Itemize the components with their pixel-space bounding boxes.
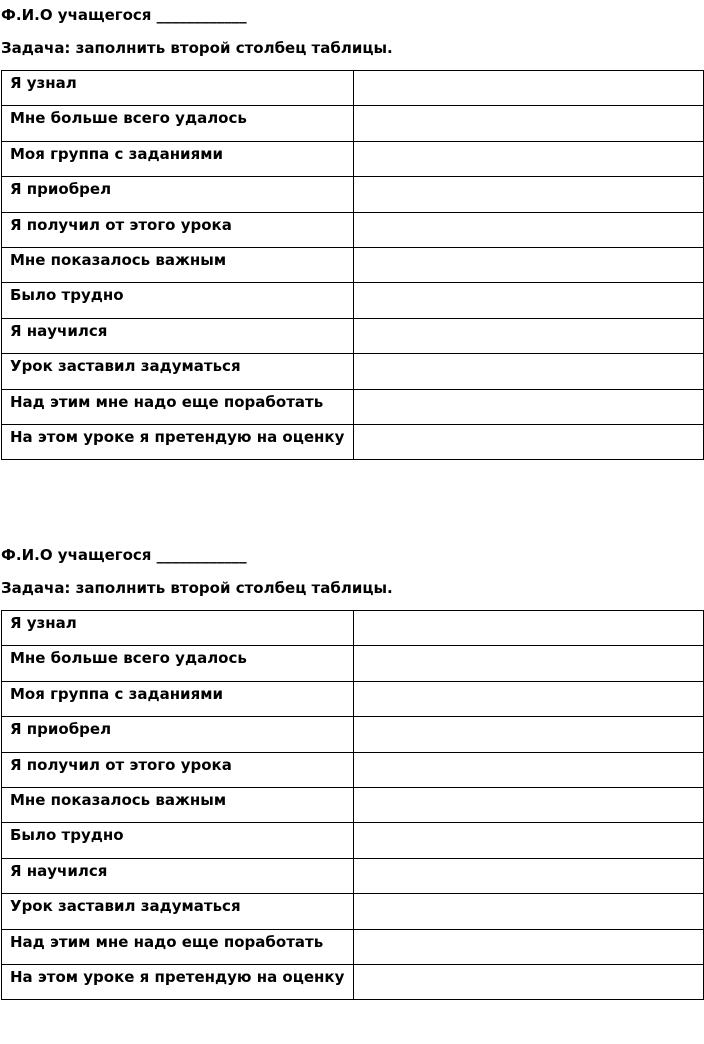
task-instruction: Задача: заполнить второй столбец таблицы.: [1, 579, 393, 597]
answer-cell[interactable]: [354, 894, 704, 929]
table-row: [2, 354, 704, 389]
student-name-line: Ф.И.О учащегося ____________: [1, 6, 247, 24]
answer-cell[interactable]: [354, 646, 704, 681]
row-label: Я узнал: [2, 611, 354, 646]
table-row: [2, 424, 704, 459]
row-label: На этом уроке я претендую на оценку: [2, 424, 354, 459]
answer-cell[interactable]: [354, 177, 704, 212]
row-label: Было трудно: [2, 823, 354, 858]
table-row: [2, 389, 704, 424]
row-label: Я научился: [2, 318, 354, 353]
table-row: [2, 106, 704, 141]
table-row: [2, 858, 704, 893]
row-label: Урок заставил задуматься: [2, 894, 354, 929]
answer-cell[interactable]: [354, 71, 704, 106]
table-row: [2, 71, 704, 106]
answer-cell[interactable]: [354, 823, 704, 858]
answer-cell[interactable]: [354, 681, 704, 716]
row-label: Я приобрел: [2, 177, 354, 212]
table-row: [2, 752, 704, 787]
row-label: Мне больше всего удалось: [2, 106, 354, 141]
answer-cell[interactable]: [354, 212, 704, 247]
answer-cell[interactable]: [354, 354, 704, 389]
answer-cell[interactable]: [354, 787, 704, 822]
reflection-table: [1, 70, 704, 460]
row-label: Моя группа с заданиями: [2, 681, 354, 716]
row-label: Я приобрел: [2, 717, 354, 752]
table-row: [2, 929, 704, 964]
row-label: Урок заставил задуматься: [2, 354, 354, 389]
row-label: Было трудно: [2, 283, 354, 318]
table-row: [2, 894, 704, 929]
row-label: Мне показалось важным: [2, 787, 354, 822]
answer-cell[interactable]: [354, 106, 704, 141]
row-label: Над этим мне надо еще поработать: [2, 389, 354, 424]
row-label: Я получил от этого урока: [2, 212, 354, 247]
answer-cell[interactable]: [354, 283, 704, 318]
answer-cell[interactable]: [354, 929, 704, 964]
answer-cell[interactable]: [354, 141, 704, 176]
row-label: Мне больше всего удалось: [2, 646, 354, 681]
task-instruction: Задача: заполнить второй столбец таблицы.: [1, 39, 393, 57]
table-row: [2, 823, 704, 858]
row-label: На этом уроке я претендую на оценку: [2, 964, 354, 999]
table-row: [2, 681, 704, 716]
table-row: [2, 141, 704, 176]
answer-cell[interactable]: [354, 717, 704, 752]
table-row: [2, 283, 704, 318]
answer-cell[interactable]: [354, 964, 704, 999]
answer-cell[interactable]: [354, 858, 704, 893]
table-row: [2, 646, 704, 681]
answer-cell[interactable]: [354, 389, 704, 424]
table-row: [2, 247, 704, 282]
table-row: [2, 318, 704, 353]
row-label: Над этим мне надо еще поработать: [2, 929, 354, 964]
table-row: [2, 964, 704, 999]
answer-cell[interactable]: [354, 247, 704, 282]
answer-cell[interactable]: [354, 424, 704, 459]
row-label: Я узнал: [2, 71, 354, 106]
reflection-table: [1, 610, 704, 1000]
answer-cell[interactable]: [354, 318, 704, 353]
table-row: [2, 177, 704, 212]
answer-cell[interactable]: [354, 611, 704, 646]
answer-cell[interactable]: [354, 752, 704, 787]
row-label: Я получил от этого урока: [2, 752, 354, 787]
table-row: [2, 611, 704, 646]
student-name-line: Ф.И.О учащегося ____________: [1, 546, 247, 564]
table-row: [2, 787, 704, 822]
row-label: Мне показалось важным: [2, 247, 354, 282]
table-row: [2, 717, 704, 752]
table-row: [2, 212, 704, 247]
row-label: Моя группа с заданиями: [2, 141, 354, 176]
row-label: Я научился: [2, 858, 354, 893]
